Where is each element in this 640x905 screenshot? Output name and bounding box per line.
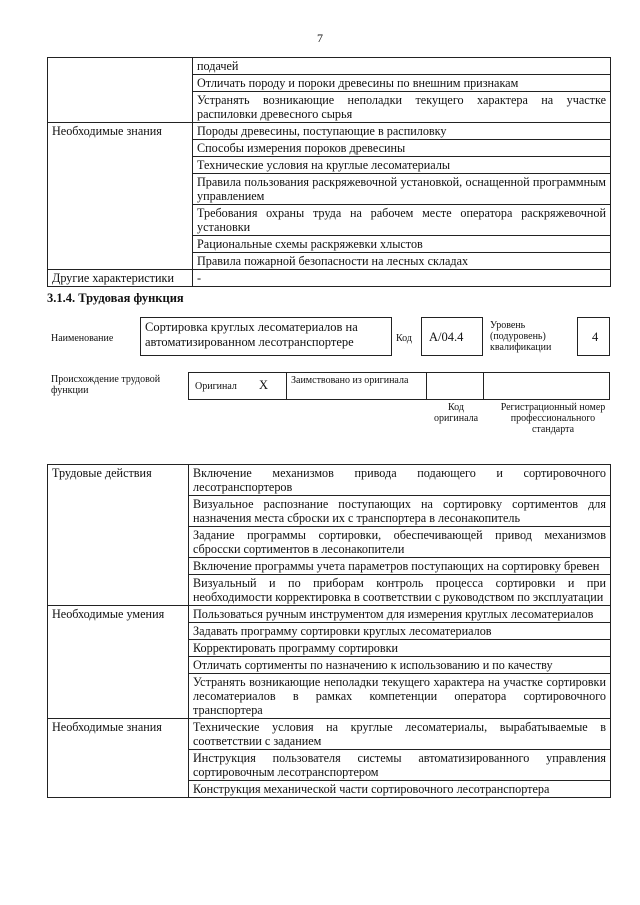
name-label: Наименование	[51, 333, 114, 344]
table-cell: Способы измерения пороков древесины	[193, 140, 611, 157]
table-cell: Конструкция механической части сортировочного лесотранспортера	[189, 781, 611, 798]
table-row	[48, 58, 611, 75]
table-cell: -	[193, 270, 611, 287]
table-row	[48, 606, 611, 623]
table-cell: Включение программы учета параметров поступающих на сортировку бревен	[189, 558, 611, 575]
table-label-cell: Необходимые умения	[48, 606, 189, 719]
table-label-cell	[48, 58, 193, 123]
table-label-cell: Необходимые знания	[48, 123, 193, 270]
original-mark: X	[259, 378, 269, 392]
table-cell: Правила пользования раскряжевочной установкой, оснащенной программным управлением	[193, 174, 611, 205]
origin-box	[188, 372, 610, 400]
table-label-cell: Необходимые знания	[48, 719, 189, 798]
table-cell: Визуальное распознание поступающих на сортировку сортиментов для назначения места сброски их с транспортера в лесонакопитель	[189, 496, 611, 527]
table-cell: Рациональные схемы раскряжевки хлыстов	[193, 236, 611, 253]
table-label-cell: Другие характеристики	[48, 270, 193, 287]
table-cell: Отличать сортименты по назначению к использованию и по качеству	[189, 657, 611, 674]
function-name-box: Сортировка круглых лесоматериалов на автоматизированном лесотранспортере	[140, 317, 392, 356]
level-label: Уровень (подуровень) квалификации	[490, 320, 552, 353]
requirements-table-top	[47, 57, 611, 287]
borrowed-label: Заимствовано из оригинала	[291, 375, 409, 386]
table-cell: Корректировать программу сортировки	[189, 640, 611, 657]
original-label: Оригинал	[195, 381, 237, 392]
code-value-box: A/04.4	[421, 317, 483, 356]
origin-label: Происхождение трудовой функции	[51, 374, 161, 396]
page-number: 7	[317, 31, 323, 45]
table-row	[48, 465, 611, 496]
table-cell: подачей	[193, 58, 611, 75]
table-cell: Технические условия на круглые лесоматериалы	[193, 157, 611, 174]
section-title: 3.1.4. Трудовая функция	[47, 291, 184, 305]
table-row	[48, 123, 611, 140]
table-cell: Задавать программу сортировки круглых лесоматериалов	[189, 623, 611, 640]
registration-caption: Регистрационный номер профессионального стандарта	[500, 402, 606, 435]
table-cell: Включение механизмов привода подающего и сортировочного лесотранспортеров	[189, 465, 611, 496]
requirements-table-bottom	[47, 464, 611, 798]
table-cell: Устранять возникающие неполадки текущего характера на участке распиловки древесного сырья	[193, 92, 611, 123]
table-cell: Задание программы сортировки, обеспечивающей привод механизмов сбросски сортиментов в лесонакопители	[189, 527, 611, 558]
table-cell: Устранять возникающие неполадки текущего характера на участке сортировки лесоматериалов в рамках компетенции оператора сортировочного транспортера	[189, 674, 611, 719]
table-cell: Породы древесины, поступающие в распиловку	[193, 123, 611, 140]
table-row	[48, 719, 611, 750]
table-cell: Пользоваться ручным инструментом для измерения круглых лесоматериалов	[189, 606, 611, 623]
table-cell: Визуальный и по приборам контроль процесса сортировки и при необходимости корректировка в соответствии с руководством по эксплуатации	[189, 575, 611, 606]
level-value-box: 4	[577, 317, 610, 356]
code-label: Код	[396, 333, 412, 344]
table-cell: Отличать породу и пороки древесины по внешним признакам	[193, 75, 611, 92]
table-cell: Технические условия на круглые лесоматериалы, вырабатываемые в соответствии с заданием	[189, 719, 611, 750]
code-original-caption: Код оригинала	[433, 402, 479, 424]
table-cell: Требования охраны труда на рабочем месте оператора раскряжевочной установки	[193, 205, 611, 236]
table-cell: Инструкция пользователя системы автоматизированного управления сортировочным лесотранспортером	[189, 750, 611, 781]
table-label-cell: Трудовые действия	[48, 465, 189, 606]
table-cell: Правила пожарной безопасности на лесных складах	[193, 253, 611, 270]
table-row	[48, 270, 611, 287]
